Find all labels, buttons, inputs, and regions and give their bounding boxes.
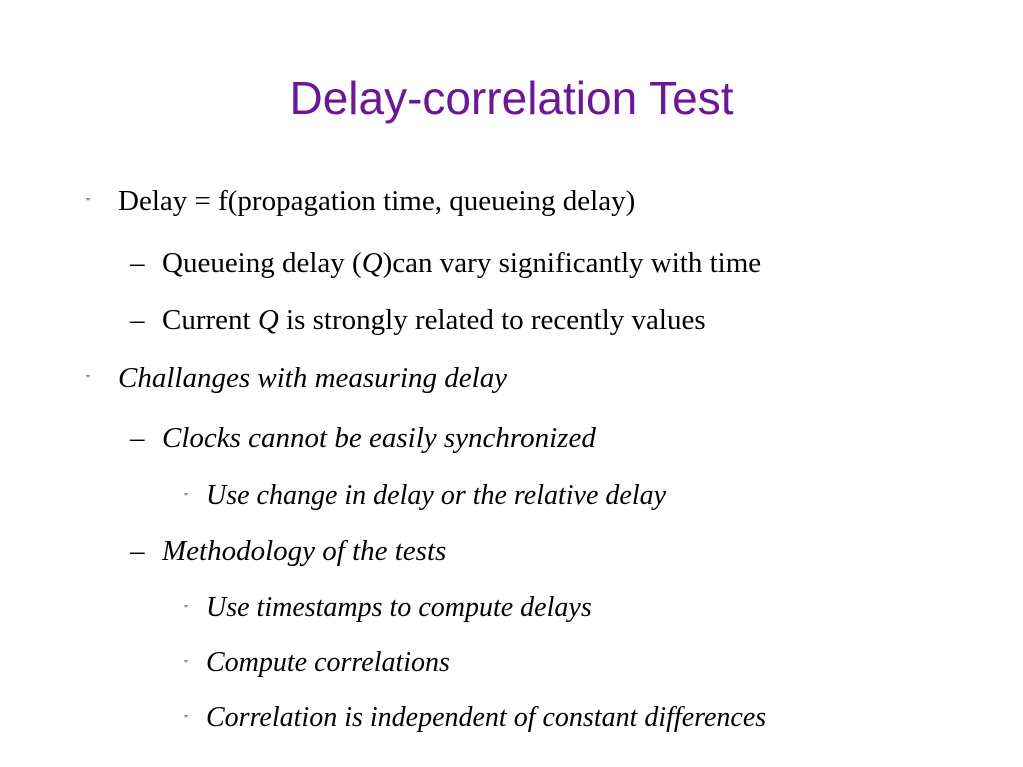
dash-icon: – xyxy=(130,422,145,454)
bullet-icon: " xyxy=(184,659,189,670)
sub-bullet-item: Methodology of the tests xyxy=(162,535,447,567)
sub-bullet-text-post: is strongly related to recently values xyxy=(278,304,706,336)
bullet-icon: " xyxy=(86,374,91,385)
variable-q: Q xyxy=(361,247,383,279)
bullet-icon: " xyxy=(86,197,91,208)
bullet-item: Challanges with measuring delay xyxy=(118,362,508,394)
sub-bullet-item xyxy=(162,302,706,338)
sub-bullet-text-pre: Queueing delay ( xyxy=(162,247,362,279)
bullet-item: Delay = f(propagation time, queueing delay) xyxy=(118,185,636,217)
dash-icon: – xyxy=(130,247,145,279)
dash-icon: – xyxy=(130,304,145,336)
sub-sub-bullet-item: Compute correlations xyxy=(206,647,450,678)
dash-icon: – xyxy=(130,535,145,567)
variable-q: Q xyxy=(257,304,279,336)
sub-bullet-text-pre: Current xyxy=(162,304,258,336)
sub-sub-bullet-item: Use change in delay or the relative delay xyxy=(206,480,667,511)
sub-bullet-text-post: )can vary significantly with time xyxy=(382,247,762,279)
sub-sub-bullet-item: Use timestamps to compute delays xyxy=(206,592,592,623)
slide-title: Delay-correlation Test xyxy=(289,72,734,124)
bullet-icon: " xyxy=(184,714,189,725)
sub-bullet-item xyxy=(162,245,761,281)
bullet-icon: " xyxy=(184,492,189,503)
sub-bullet-item: Clocks cannot be easily synchronized xyxy=(162,422,596,454)
bullet-icon: " xyxy=(184,604,189,615)
sub-sub-bullet-item: Correlation is independent of constant differences xyxy=(206,702,767,733)
